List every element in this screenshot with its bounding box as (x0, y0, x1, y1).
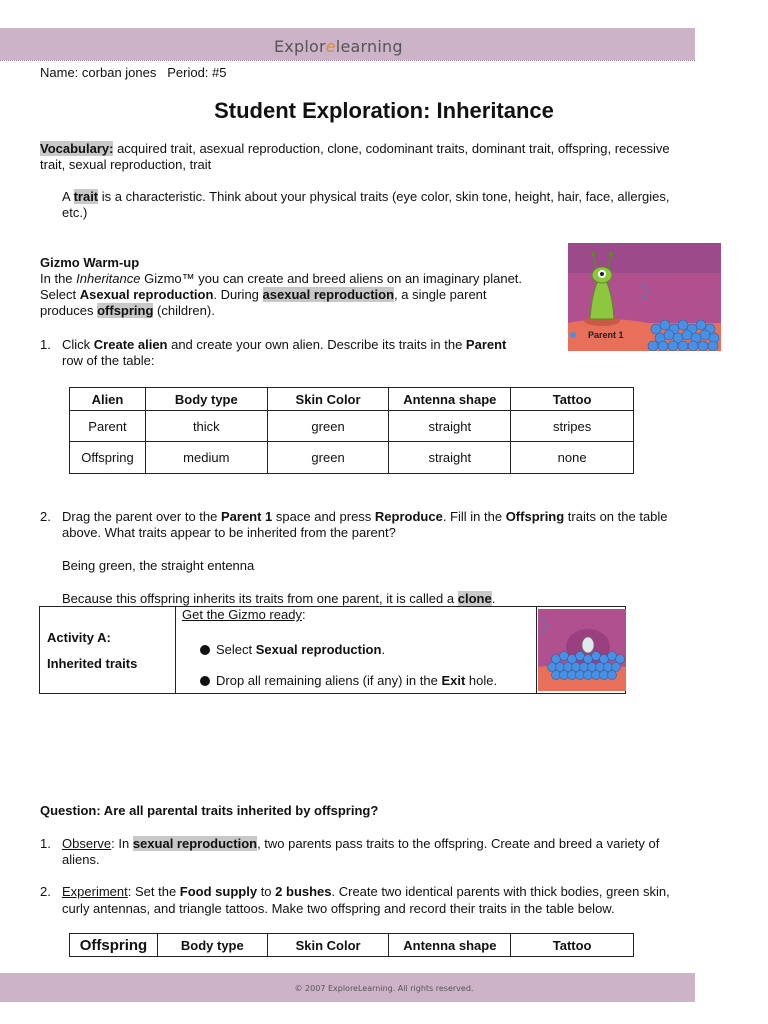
row-label: Offspring (70, 442, 146, 474)
col-header: Body type (145, 388, 267, 411)
q2-answer[interactable]: Being green, the straight entenna (62, 558, 255, 573)
observe-line2: aliens. (62, 852, 100, 867)
table-row (70, 411, 634, 442)
explorelearning-logo: Explorelearning (274, 37, 403, 56)
q2-text-line1: Drag the parent over to the Parent 1 space and press Reproduce. Fill in the Offspring traits on the table (62, 509, 668, 524)
trait-definition-line2: etc.) (62, 205, 88, 220)
col-header: Antenna shape (389, 388, 511, 411)
q2-number: 2. (40, 509, 51, 524)
col-header: Skin Color (267, 388, 389, 411)
alien-scene-svg (568, 243, 721, 351)
q1-text-line1: Click Create alien and create your own alien. Describe its traits in the Parent (62, 337, 507, 352)
table-cell[interactable]: green (267, 411, 389, 442)
gizmo-ready-heading: Get the Gizmo ready: (182, 607, 306, 622)
activity-subtitle: Inherited traits (47, 656, 138, 671)
bullet-icon (200, 645, 210, 655)
student-name[interactable]: corban jones (81, 65, 157, 80)
bullet-icon (200, 676, 210, 686)
activity-bullet-1: Select Sexual reproduction. (200, 642, 385, 658)
warmup-line2: Select Asexual reproduction. During asexual reproduction, a single parent (40, 287, 487, 302)
warmup-line1: In the Inheritance Gizmo™ you can create and breed aliens on an imaginary planet. (40, 271, 523, 286)
student-info: Name: corban jones Period: #5 (40, 65, 227, 80)
warmup-heading: Gizmo Warm-up (40, 255, 140, 270)
table-cell[interactable]: green (267, 442, 389, 474)
q1-number: 1. (40, 337, 51, 352)
col-header: Antenna shape (389, 934, 511, 957)
activity-bullet-2: Drop all remaining aliens (if any) in the Exit hole. (200, 673, 497, 689)
activity-divider-right (536, 606, 537, 694)
table-header-row (70, 388, 634, 411)
table-cell[interactable]: none (511, 442, 634, 474)
table-cell[interactable]: straight (389, 442, 511, 474)
table-row (70, 442, 634, 474)
row-label: Parent (70, 411, 146, 442)
activity-divider-left (175, 606, 176, 694)
warmup-line3: produces offspring (children). (40, 303, 215, 318)
copyright: © 2007 ExploreLearning. All rights reserved. (294, 984, 474, 993)
gizmo-parent1-image (568, 243, 721, 351)
col-header: Alien (70, 388, 146, 411)
experiment-line2: curly antennas, and triangle tattoos. Make two offspring and record their traits in the table below. (62, 901, 615, 916)
vocabulary-line1: Vocabulary: acquired trait, asexual reproduction, clone, codominant traits, dominant trait, offspring, recessive (40, 141, 670, 156)
col-header: Body type (157, 934, 267, 957)
col-header: Skin Color (267, 934, 389, 957)
student-period[interactable]: #5 (212, 65, 227, 80)
observe-number: 1. (40, 836, 51, 851)
col-header: Tattoo (511, 934, 634, 957)
col-header: Offspring (70, 934, 158, 957)
observe-line1: Observe: In sexual reproduction, two parents pass traits to the offspring. Create and breed a variety of (62, 836, 660, 851)
header-dotted-rule (0, 60, 695, 61)
q2-text-line2: above. What traits appear to be inherited from the parent? (62, 525, 396, 540)
egg-scene-svg (538, 609, 626, 691)
clone-sentence: Because this offspring inherits its traits from one parent, it is called a clone. (62, 591, 496, 606)
table-cell[interactable]: straight (389, 411, 511, 442)
table-header-row (70, 934, 634, 957)
col-header: Tattoo (511, 388, 634, 411)
q1-text-line2: row of the table: (62, 353, 155, 368)
question-heading: Question: Are all parental traits inherited by offspring? (40, 803, 379, 818)
table-cell[interactable]: thick (145, 411, 267, 442)
page-title: Student Exploration: Inheritance (214, 98, 554, 123)
experiment-line1: Experiment: Set the Food supply to 2 bushes. Create two identical parents with thick bodies, green skin, (62, 884, 670, 899)
gizmo-egg-image (538, 609, 626, 691)
vocabulary-line2: trait, sexual reproduction, trait (40, 157, 212, 172)
table-cell[interactable]: stripes (511, 411, 634, 442)
experiment-number: 2. (40, 884, 51, 899)
offspring-table (69, 933, 634, 957)
traits-table (69, 387, 634, 474)
trait-definition-line1: A trait is a characteristic. Think about your physical traits (eye color, skin tone, height, hair, face, allergies, (62, 189, 670, 204)
parent1-label: Parent 1 (588, 330, 624, 340)
table-cell[interactable]: medium (145, 442, 267, 474)
activity-title: Activity A: (47, 630, 111, 645)
